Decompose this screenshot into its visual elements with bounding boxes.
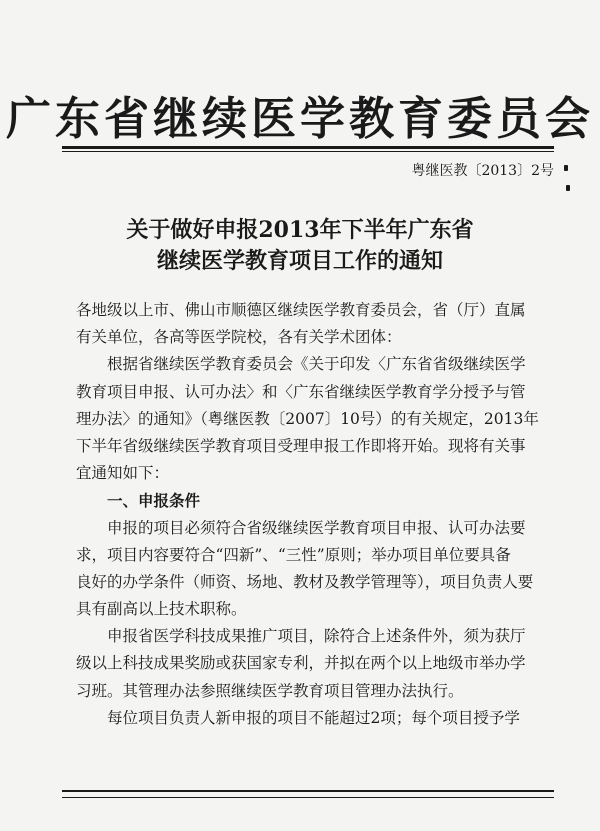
body-line: 教育项目申报、认可办法〉和〈广东省继续医学教育学分授予与管 <box>76 382 526 401</box>
body-line: 有关单位，各高等医学院校，各有关学术团体： <box>76 328 402 347</box>
body-line: 申报的项目必须符合省级继续医学教育项目申报、认可办法要 <box>107 518 526 537</box>
body-line: 下半年省级继续医学教育项目受理申报工作即将开始。现将有关事 <box>76 436 526 455</box>
document-number: 粤继医教〔2013〕2号 <box>411 163 554 179</box>
body-line: 根据省继续医学教育委员会《关于印发〈广东省省级继续医学 <box>107 355 526 374</box>
body-line: 理办法〉的通知》（粤继医教〔2007〕10号）的有关规定，2013年 <box>76 409 539 428</box>
margin-mark <box>566 185 570 191</box>
body-line: 求，项目内容要符合“四新”、“三性”原则；举办项目单位要具备 <box>76 545 511 564</box>
organization-header: 广东省继续医学教育委员会 <box>5 92 594 145</box>
document-title-line-2: 继续医学教育项目工作的通知 <box>156 248 443 274</box>
body-line: 申报省医学科技成果推广项目，除符合上述条件外，须为获厅 <box>107 627 526 646</box>
body-line: 宜通知如下： <box>76 464 170 483</box>
body-line: 具有副高以上技术职称。 <box>76 600 247 619</box>
body-line: 各地级以上市、佛山市顺德区继续医学教育委员会，省（厅）直属 <box>76 301 526 319</box>
body-line: 级以上科技成果奖励或获国家专利，并拟在两个以上地级市举办学 <box>76 654 526 673</box>
footer-rule-thin <box>62 797 554 798</box>
header-rule-thick <box>62 146 554 149</box>
footer-rule-thick <box>62 790 554 792</box>
section-heading: 一、申报条件 <box>107 491 201 511</box>
body-line: 每位项目负责人新申报的项目不能超过2项；每个项目授予学 <box>107 708 520 727</box>
document-title-line-1: 关于做好申报2013年下半年广东省 <box>126 217 474 243</box>
header-rule-thin <box>62 151 554 152</box>
body-line: 良好的办学条件（师资、场地、教材及教学管理等），项目负责人要 <box>76 572 534 591</box>
margin-mark <box>564 165 568 171</box>
body-line: 习班。其管理办法参照继续医学教育项目管理办法执行。 <box>76 681 464 700</box>
document-body <box>76 297 566 732</box>
